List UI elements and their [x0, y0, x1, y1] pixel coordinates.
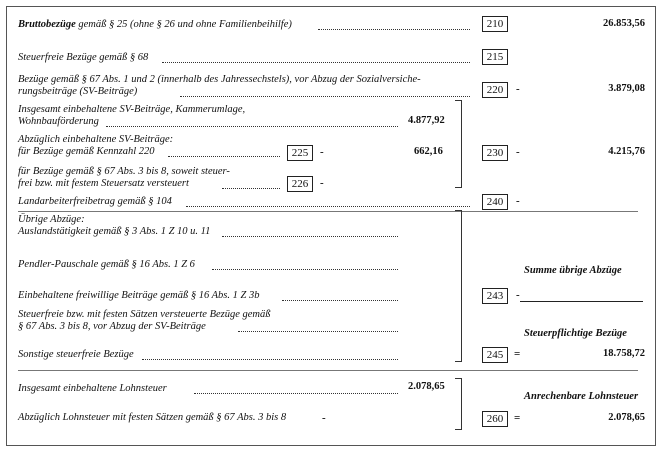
leader-220 — [180, 96, 470, 97]
sign-226: - — [320, 177, 324, 189]
summe-uebrige-abzuege-label: Summe übrige Abzüge — [524, 265, 622, 276]
bezuege-67-line2: rungsbeiträge (SV-Beiträge) — [18, 86, 138, 97]
value-210: 26.853,56 — [603, 18, 645, 29]
sign-220: - — [516, 83, 520, 95]
insgesamt-sv-line1: Insgesamt einbehaltene SV-Beiträge, Kammerumlage, — [18, 104, 246, 115]
value-220: 3.879,08 — [608, 83, 645, 94]
value-230: 4.215,76 — [608, 146, 645, 157]
sign-260: = — [514, 412, 521, 424]
code-260: 260 — [482, 411, 508, 427]
leader-ausland — [222, 236, 398, 237]
code-230: 230 — [482, 145, 508, 161]
sonstige-steuerfreie-label: Sonstige steuerfreie Bezüge — [18, 349, 134, 360]
leader-215 — [162, 62, 470, 63]
leader-steuerfrei — [238, 331, 398, 332]
sign-240: - — [516, 195, 520, 207]
sign-225: - — [320, 146, 324, 158]
uebrige-abzuege-heading: Übrige Abzüge: — [18, 214, 85, 225]
value-insgesamt-sv: 4.877,92 — [408, 115, 445, 126]
steuerfreie-festsaetze-line1: Steuerfreie bzw. mit festen Sätzen versteuerte Bezüge gemäß — [18, 309, 271, 320]
bruttobezuege-bold: Bruttobezüge — [18, 19, 76, 30]
leader-pendler — [212, 269, 398, 270]
insgesamt-sv-line2: Wohnbauförderung — [18, 116, 99, 127]
leader-insgesamt-sv — [106, 126, 398, 127]
pendler-pauschale-label: Pendler-Pauschale gemäß § 16 Abs. 1 Z 6 — [18, 259, 195, 270]
bezuege-steuerfrei-226-line2: frei bzw. mit festem Steuersatz versteuert — [18, 178, 189, 189]
leader-226 — [222, 188, 280, 189]
leader-225 — [168, 156, 280, 157]
abzueglich-lohnsteuer-label: Abzüglich Lohnsteuer mit festen Sätzen gemäß § 67 Abs. 3 bis 8 — [18, 412, 287, 423]
sum-line-243 — [520, 301, 643, 302]
brace-lohnsteuer-group — [455, 378, 462, 430]
separator-lohnsteuer — [18, 370, 638, 371]
code-240: 240 — [482, 194, 508, 210]
code-220: 220 — [482, 82, 508, 98]
code-245: 245 — [482, 347, 508, 363]
leader-240 — [186, 206, 470, 207]
value-lohnsteuer: 2.078,65 — [408, 381, 445, 392]
code-210: 210 — [482, 16, 508, 32]
leader-lohnsteuer — [194, 393, 398, 394]
code-215: 215 — [482, 49, 508, 65]
sign-243: - — [516, 289, 520, 301]
sign-245: = — [514, 348, 521, 360]
separator-240 — [18, 211, 638, 212]
brace-sv-group — [455, 100, 462, 188]
bruttobezuege-rest: gemäß § 25 (ohne § 26 und ohne Familienbeihilfe) — [75, 19, 292, 30]
auslandstaetigkeit-label: Auslandstätigkeit gemäß § 3 Abs. 1 Z 10 u. 11 — [18, 226, 211, 237]
abzueglich-sv-line1: Abzüglich einbehaltene SV-Beiträge: — [18, 134, 174, 145]
bezuege-67-line1: Bezüge gemäß § 67 Abs. 1 und 2 (innerhalb des Jahressechstels), vor Abzug der Sozialversiche- — [18, 74, 421, 85]
brace-uebrige-group — [455, 210, 462, 362]
leader-sonstige — [142, 359, 398, 360]
sign-230: - — [516, 146, 520, 158]
bruttobezuege-label — [18, 19, 292, 31]
freiwillige-beitraege-label: Einbehaltene freiwillige Beiträge gemäß § 16 Abs. 1 Z 3b — [18, 290, 260, 301]
steuerfreie-bezuege-68-label: Steuerfreie Bezüge gemäß § 68 — [18, 52, 149, 63]
value-245: 18.758,72 — [603, 348, 645, 359]
leader-freiwillig — [282, 300, 398, 301]
steuerpflichtige-bezuege-label: Steuerpflichtige Bezüge — [524, 328, 627, 339]
landarbeiterfreibetrag-label: Landarbeiterfreibetrag gemäß § 104 — [18, 196, 172, 207]
code-243: 243 — [482, 288, 508, 304]
steuerfreie-festsaetze-line2: § 67 Abs. 3 bis 8, vor Abzug der SV-Beiträge — [18, 321, 206, 332]
abzueglich-sv-line2: für Bezüge gemäß Kennzahl 220 — [18, 146, 155, 157]
leader-210 — [318, 29, 470, 30]
code-225: 225 — [287, 145, 313, 161]
code-226: 226 — [287, 176, 313, 192]
value-225: 662,16 — [414, 146, 443, 157]
value-260: 2.078,65 — [608, 412, 645, 423]
anrechenbare-lohnsteuer-label: Anrechenbare Lohnsteuer — [524, 391, 639, 402]
insgesamt-lohnsteuer-label: Insgesamt einbehaltene Lohnsteuer — [18, 383, 167, 394]
bezuege-steuerfrei-226-line1: für Bezüge gemäß § 67 Abs. 3 bis 8, soweit steuer- — [18, 166, 230, 177]
sign-abz-lohnsteuer: - — [322, 412, 326, 424]
